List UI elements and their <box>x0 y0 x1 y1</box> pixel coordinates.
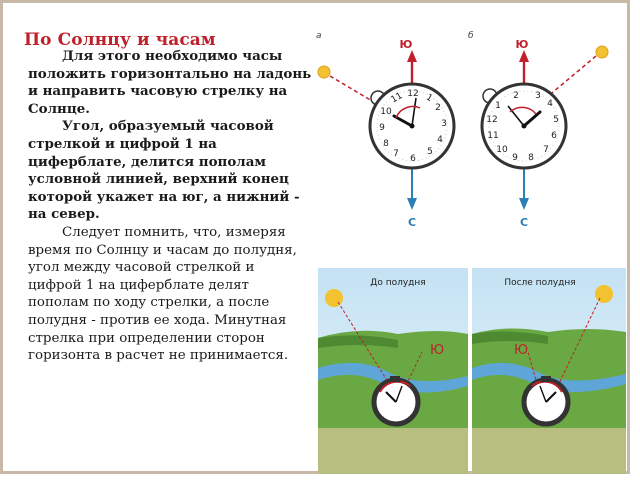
body-text <box>28 48 312 365</box>
svg-text:5: 5 <box>427 147 433 157</box>
svg-text:8: 8 <box>383 139 389 149</box>
watch-diagram-b <box>468 31 608 229</box>
svg-text:1: 1 <box>424 92 434 105</box>
sun-icon <box>595 285 613 303</box>
watch-diagram-a <box>316 31 454 229</box>
paragraph-1: Для этого необходимо часы положить горизонтально на ладонь и направить часовую стрелку на Солнце. <box>28 48 312 117</box>
sun-icon <box>325 289 343 307</box>
svg-text:11: 11 <box>389 91 405 106</box>
svg-text:10: 10 <box>496 145 508 155</box>
panel-before-noon <box>318 268 468 474</box>
svg-text:11: 11 <box>487 131 499 141</box>
south-label-right: Ю <box>514 343 529 358</box>
paragraph-3: Следует помнить, что, измеряя время по Солнцу и часам до полудня, угол между часовой стрелкой и цифрой 1 на циферблате делят пополам по ходу стрелки, а после полудня - против ее хода. Минутная стрелка при определении сторон горизонта в расчет не принимается. <box>28 224 297 364</box>
south-label-b: Ю <box>515 38 529 51</box>
svg-text:3: 3 <box>535 91 541 101</box>
south-label-left: Ю <box>430 343 445 358</box>
north-label-a: С <box>407 216 417 229</box>
svg-text:2: 2 <box>513 91 519 101</box>
svg-text:9: 9 <box>379 123 385 133</box>
svg-text:12: 12 <box>407 89 419 99</box>
caption-before-noon: До полудня <box>370 278 426 288</box>
north-label-b: С <box>519 216 529 229</box>
svg-text:12: 12 <box>486 115 498 125</box>
label-a: а <box>316 31 322 41</box>
svg-text:8: 8 <box>528 153 534 163</box>
panel-after-noon <box>472 268 626 474</box>
svg-text:4: 4 <box>437 135 443 145</box>
label-b: б <box>468 31 474 41</box>
svg-text:7: 7 <box>393 149 399 159</box>
slide-title: По Солнцу и часам <box>24 30 216 50</box>
north-arrowhead-b <box>519 198 529 210</box>
svg-text:5: 5 <box>553 115 559 125</box>
svg-text:9: 9 <box>512 153 518 163</box>
svg-text:3: 3 <box>441 119 447 129</box>
svg-text:6: 6 <box>551 131 557 141</box>
landscape-figure <box>318 268 626 474</box>
north-arrowhead-a <box>407 198 417 210</box>
paragraph-2: Угол, образуемый часовой стрелкой и цифрой 1 на циферблате, делится пополам условной линией, верхний конец которой укажет на юг, а нижний - на север. <box>28 118 300 223</box>
svg-text:4: 4 <box>547 99 553 109</box>
south-label-a: Ю <box>399 38 413 51</box>
sun-icon <box>596 46 608 58</box>
south-arrowhead-a <box>407 50 417 62</box>
south-arrowhead-b <box>519 50 529 62</box>
svg-text:6: 6 <box>410 154 416 164</box>
sun-icon <box>318 66 330 78</box>
caption-after-noon: После полудня <box>504 278 576 288</box>
watch-diagrams-figure <box>312 26 628 240</box>
svg-text:7: 7 <box>543 145 549 155</box>
svg-text:1: 1 <box>495 101 501 111</box>
svg-text:2: 2 <box>435 103 441 113</box>
svg-text:10: 10 <box>380 107 392 117</box>
